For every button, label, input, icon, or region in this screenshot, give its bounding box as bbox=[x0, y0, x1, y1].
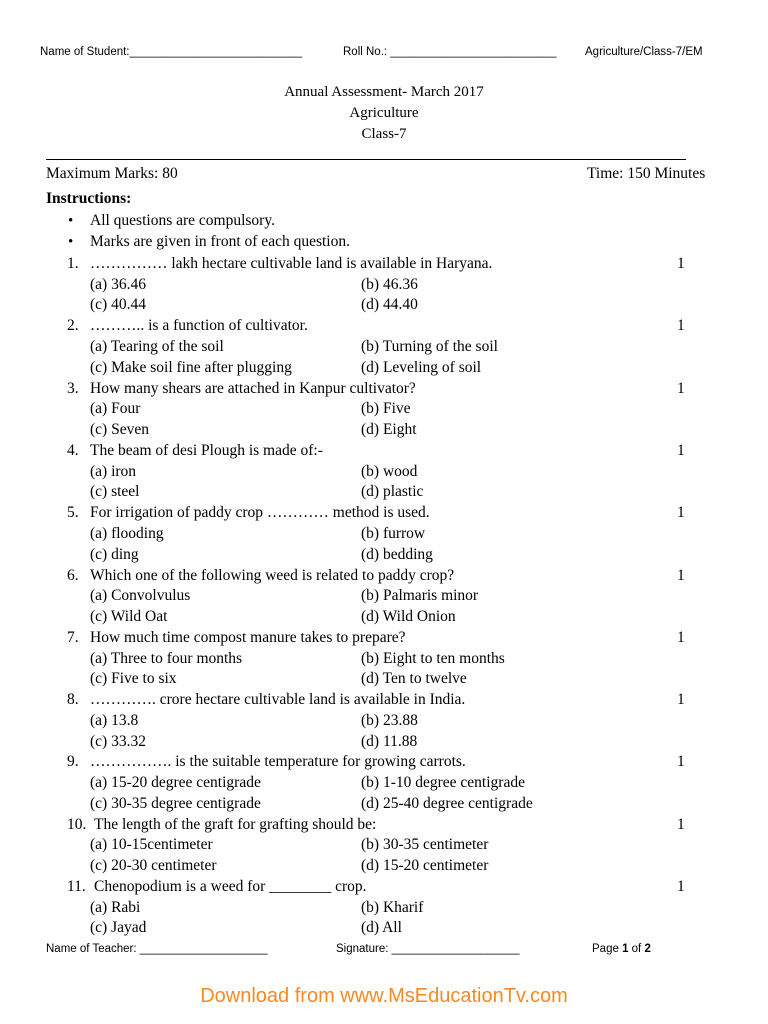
option-c: (c) Jayad bbox=[90, 919, 147, 937]
question-marks: 1 bbox=[677, 255, 685, 272]
option-d: (d) Ten to twelve bbox=[361, 670, 467, 688]
question-marks: 1 bbox=[677, 379, 685, 397]
option-d: (d) bedding bbox=[361, 545, 433, 563]
question-text: How much time compost manure takes to prepare? bbox=[90, 628, 406, 646]
option-b: (b) Eight to ten months bbox=[361, 649, 505, 667]
question-number: 6. bbox=[67, 566, 79, 584]
question-marks: 1 bbox=[677, 815, 685, 833]
bullet-icon: • bbox=[68, 213, 74, 229]
option-c: (c) 33.32 bbox=[90, 732, 146, 750]
option-b: (b) 23.88 bbox=[361, 711, 418, 729]
option-c: (c) steel bbox=[90, 483, 140, 501]
question-number: 3. bbox=[67, 379, 79, 397]
question-text: The beam of desi Plough is made of:- bbox=[90, 441, 323, 459]
question-number: 9. bbox=[67, 753, 79, 771]
question-number: 11. bbox=[67, 878, 86, 895]
question-marks: 1 bbox=[677, 753, 685, 771]
question-number: 2. bbox=[67, 317, 79, 335]
option-d: (d) Leveling of soil bbox=[361, 358, 482, 376]
option-b: (b) Kharif bbox=[361, 898, 424, 916]
option-a: (a) Four bbox=[90, 400, 141, 418]
download-link[interactable]: Download from www.MsEducationTv.com bbox=[200, 985, 568, 1007]
option-a: (a) 10-15centimeter bbox=[90, 836, 213, 854]
option-c: (c) 20-30 centimeter bbox=[90, 857, 217, 875]
question-text: …………… lakh hectare cultivable land is available in Haryana. bbox=[90, 255, 493, 272]
teacher-name-field: Name of Teacher: ____________________ bbox=[46, 943, 268, 955]
question-number: 8. bbox=[67, 691, 79, 709]
option-b: (b) 1-10 degree centigrade bbox=[361, 774, 525, 792]
time-allowed: Time: 150 Minutes bbox=[587, 165, 706, 182]
option-b: (b) 30-35 centimeter bbox=[361, 836, 489, 854]
question-marks: 1 bbox=[677, 504, 685, 522]
option-a: (a) 36.46 bbox=[90, 275, 146, 293]
option-a: (a) Rabi bbox=[90, 898, 141, 916]
option-b: (b) furrow bbox=[361, 524, 426, 542]
class-title: Class-7 bbox=[361, 126, 407, 142]
option-a: (a) Convolvulus bbox=[90, 587, 191, 605]
question-text: Which one of the following weed is related to paddy crop? bbox=[90, 566, 455, 584]
question-number: 5. bbox=[67, 504, 79, 522]
subject-title: Agriculture bbox=[349, 105, 419, 121]
option-d: (d) plastic bbox=[361, 483, 424, 501]
question-text: Chenopodium is a weed for ________ crop. bbox=[94, 878, 367, 895]
option-b: (b) Five bbox=[361, 400, 411, 418]
title-divider bbox=[46, 159, 686, 160]
bullet-icon: • bbox=[68, 234, 74, 250]
student-name-field: Name of Student:___________________________ bbox=[40, 46, 303, 58]
question-text: …………. crore hectare cultivable land is available in India. bbox=[90, 691, 466, 709]
question-marks: 1 bbox=[677, 878, 685, 895]
question-text: ……….. is a function of cultivator. bbox=[90, 317, 308, 335]
option-d: (d) 15-20 centimeter bbox=[361, 857, 489, 875]
question-text: How many shears are attached in Kanpur cultivator? bbox=[90, 379, 416, 397]
question-number: 1. bbox=[67, 255, 79, 272]
question-number: 10. bbox=[67, 815, 87, 833]
option-c: (c) Five to six bbox=[90, 670, 177, 688]
question-marks: 1 bbox=[677, 628, 685, 646]
option-b: (b) Turning of the soil bbox=[361, 338, 498, 355]
option-c: (c) Make soil fine after plugging bbox=[90, 358, 292, 376]
option-a: (a) iron bbox=[90, 462, 137, 480]
roll-number-field: Roll No.: __________________________ bbox=[343, 46, 557, 58]
maximum-marks: Maximum Marks: 80 bbox=[46, 165, 178, 182]
option-d: (d) All bbox=[361, 919, 402, 937]
option-c: (c) Seven bbox=[90, 421, 149, 438]
option-d: (d) 44.40 bbox=[361, 296, 418, 314]
option-d: (d) Eight bbox=[361, 421, 417, 438]
option-c: (c) Wild Oat bbox=[90, 607, 168, 625]
question-marks: 1 bbox=[677, 441, 685, 459]
option-d: (d) 25-40 degree centigrade bbox=[361, 794, 533, 812]
question-marks: 1 bbox=[677, 691, 685, 709]
question-text: For irrigation of paddy crop ………… method is used. bbox=[90, 504, 430, 522]
option-a: (a) 15-20 degree centigrade bbox=[90, 774, 261, 792]
option-c: (c) 30-35 degree centigrade bbox=[90, 794, 261, 812]
question-number: 7. bbox=[67, 628, 79, 646]
page-number: Page 1 of 2 bbox=[592, 943, 651, 955]
option-a: (a) 13.8 bbox=[90, 711, 139, 729]
question-number: 4. bbox=[67, 441, 79, 459]
instruction-item: All questions are compulsory. bbox=[90, 212, 275, 229]
option-d: (d) Wild Onion bbox=[361, 607, 456, 625]
option-b: (b) 46.36 bbox=[361, 275, 418, 293]
question-text: ……………. is the suitable temperature for growing carrots. bbox=[90, 753, 466, 771]
option-d: (d) 11.88 bbox=[361, 732, 418, 750]
option-b: (b) wood bbox=[361, 462, 418, 480]
question-marks: 1 bbox=[677, 317, 685, 335]
exam-title: Annual Assessment- March 2017 bbox=[284, 84, 484, 100]
subject-code: Agriculture/Class-7/EM bbox=[585, 46, 703, 58]
option-c: (c) 40.44 bbox=[90, 296, 146, 314]
instructions-heading: Instructions: bbox=[46, 190, 132, 207]
signature-field: Signature: ____________________ bbox=[336, 943, 520, 955]
instruction-item: Marks are given in front of each question. bbox=[90, 233, 350, 250]
option-b: (b) Palmaris minor bbox=[361, 587, 479, 605]
question-text: The length of the graft for grafting should be: bbox=[94, 815, 377, 833]
option-c: (c) ding bbox=[90, 545, 139, 563]
question-marks: 1 bbox=[677, 566, 685, 584]
option-a: (a) Tearing of the soil bbox=[90, 338, 224, 355]
option-a: (a) Three to four months bbox=[90, 649, 243, 667]
option-a: (a) flooding bbox=[90, 524, 164, 542]
